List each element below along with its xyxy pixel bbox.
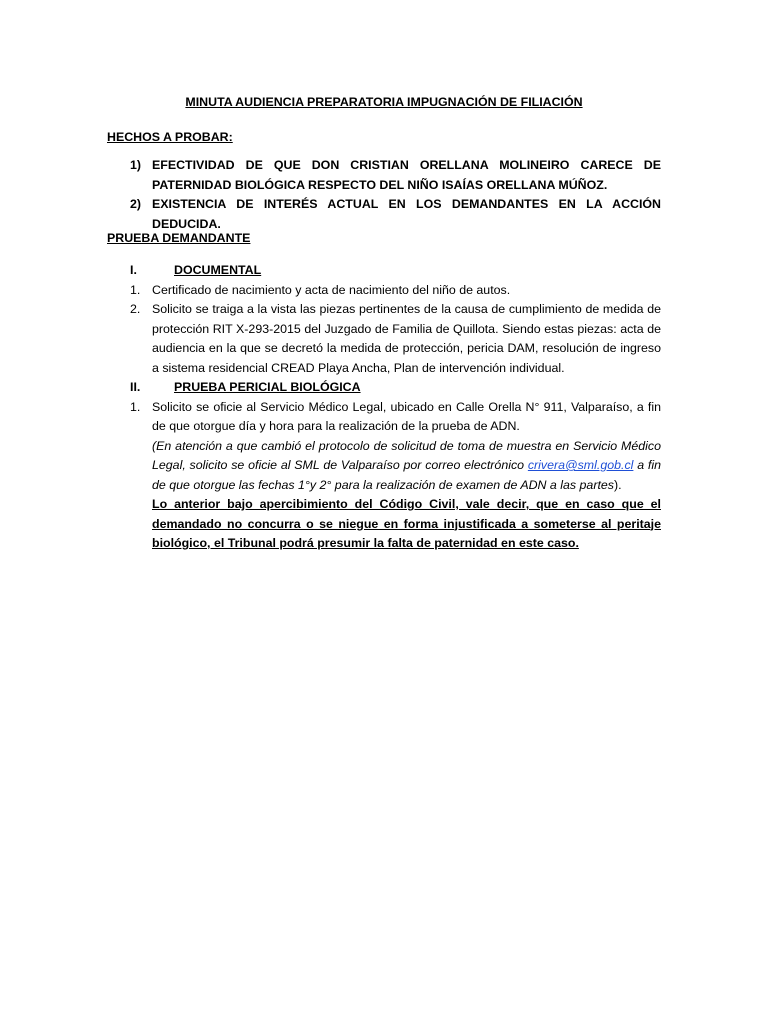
hechos-item-number: 2) — [130, 197, 142, 211]
list-item-number: 1. — [130, 282, 141, 297]
note-close: ). — [613, 477, 622, 492]
hechos-item — [130, 156, 661, 195]
warning-text: Lo anterior bajo apercibimiento del Código Civil, vale decir, que en caso que el demandado no concurra o se niegue en forma injustificada a someterse al peritaje biológico, el Tribunal podrá presumir la falta de paternidad en este caso. — [152, 497, 661, 550]
section-title: PRUEBA PERICIAL BIOLÓGICA — [174, 380, 361, 394]
prueba-list — [130, 261, 661, 554]
section-numeral: II. — [130, 380, 141, 394]
document-title: MINUTA AUDIENCIA PREPARATORIA IMPUGNACIÓN DE FILIACIÓN — [185, 95, 583, 109]
hechos-item-number: 1) — [130, 158, 142, 172]
section-title: DOCUMENTAL — [174, 263, 262, 277]
hechos-heading: HECHOS A PROBAR: — [107, 130, 233, 144]
email-link[interactable]: crivera@sml.gob.cl — [527, 458, 634, 472]
list-item — [130, 300, 661, 378]
prueba-heading: PRUEBA DEMANDANTE — [107, 231, 251, 245]
sml-note — [152, 437, 661, 496]
list-item-text: Solicito se traiga a la vista las piezas pertinentes de la causa de cumplimiento de medida de protección RIT X-293-2015 del Juzgado de Familia de Quillota. Siendo estas piezas: acta de audiencia en la que se decretó la medida de protección, pericia DAM, resolución de ingreso a sistema residencial CREAD Playa Ancha, Plan de intervención individual. — [152, 302, 661, 375]
list-item-number: 1. — [130, 399, 141, 414]
hechos-item-text: EXISTENCIA DE INTERÉS ACTUAL EN LOS DEMANDANTES EN LA ACCIÓN DEDUCIDA. — [152, 197, 661, 231]
hechos-list — [130, 156, 661, 234]
section-numeral: I. — [130, 263, 137, 277]
list-item — [130, 398, 661, 554]
list-item — [130, 281, 661, 301]
section-pericial-header — [130, 378, 661, 398]
section-documental-header — [130, 261, 661, 281]
hechos-item-text: EFECTIVIDAD DE QUE DON CRISTIAN ORELLANA MOLINEIRO CARECE DE PATERNIDAD BIOLÓGICA RESPECTO DEL NIÑO ISAÍAS ORELLANA MÚÑOZ. — [152, 158, 661, 192]
list-item-text: Certificado de nacimiento y acta de nacimiento del niño de autos. — [152, 282, 511, 297]
list-item-text: Solicito se oficie al Servicio Médico Legal, ubicado en Calle Orella N° 911, Valparaíso, a fin de que otorgue día y hora para la realización de la prueba de ADN. — [152, 399, 661, 433]
list-item-number: 2. — [130, 302, 141, 316]
note-text-continued: a fin de que otorgue las fechas 1°y 2° para la realización de examen de ADN a las partes — [152, 458, 661, 492]
note-text: (En atención a que cambió el protocolo de solicitud de toma de muestra en Servicio Médico Legal, solicito se oficie al SML de Valparaíso por correo electrónico — [152, 438, 661, 472]
